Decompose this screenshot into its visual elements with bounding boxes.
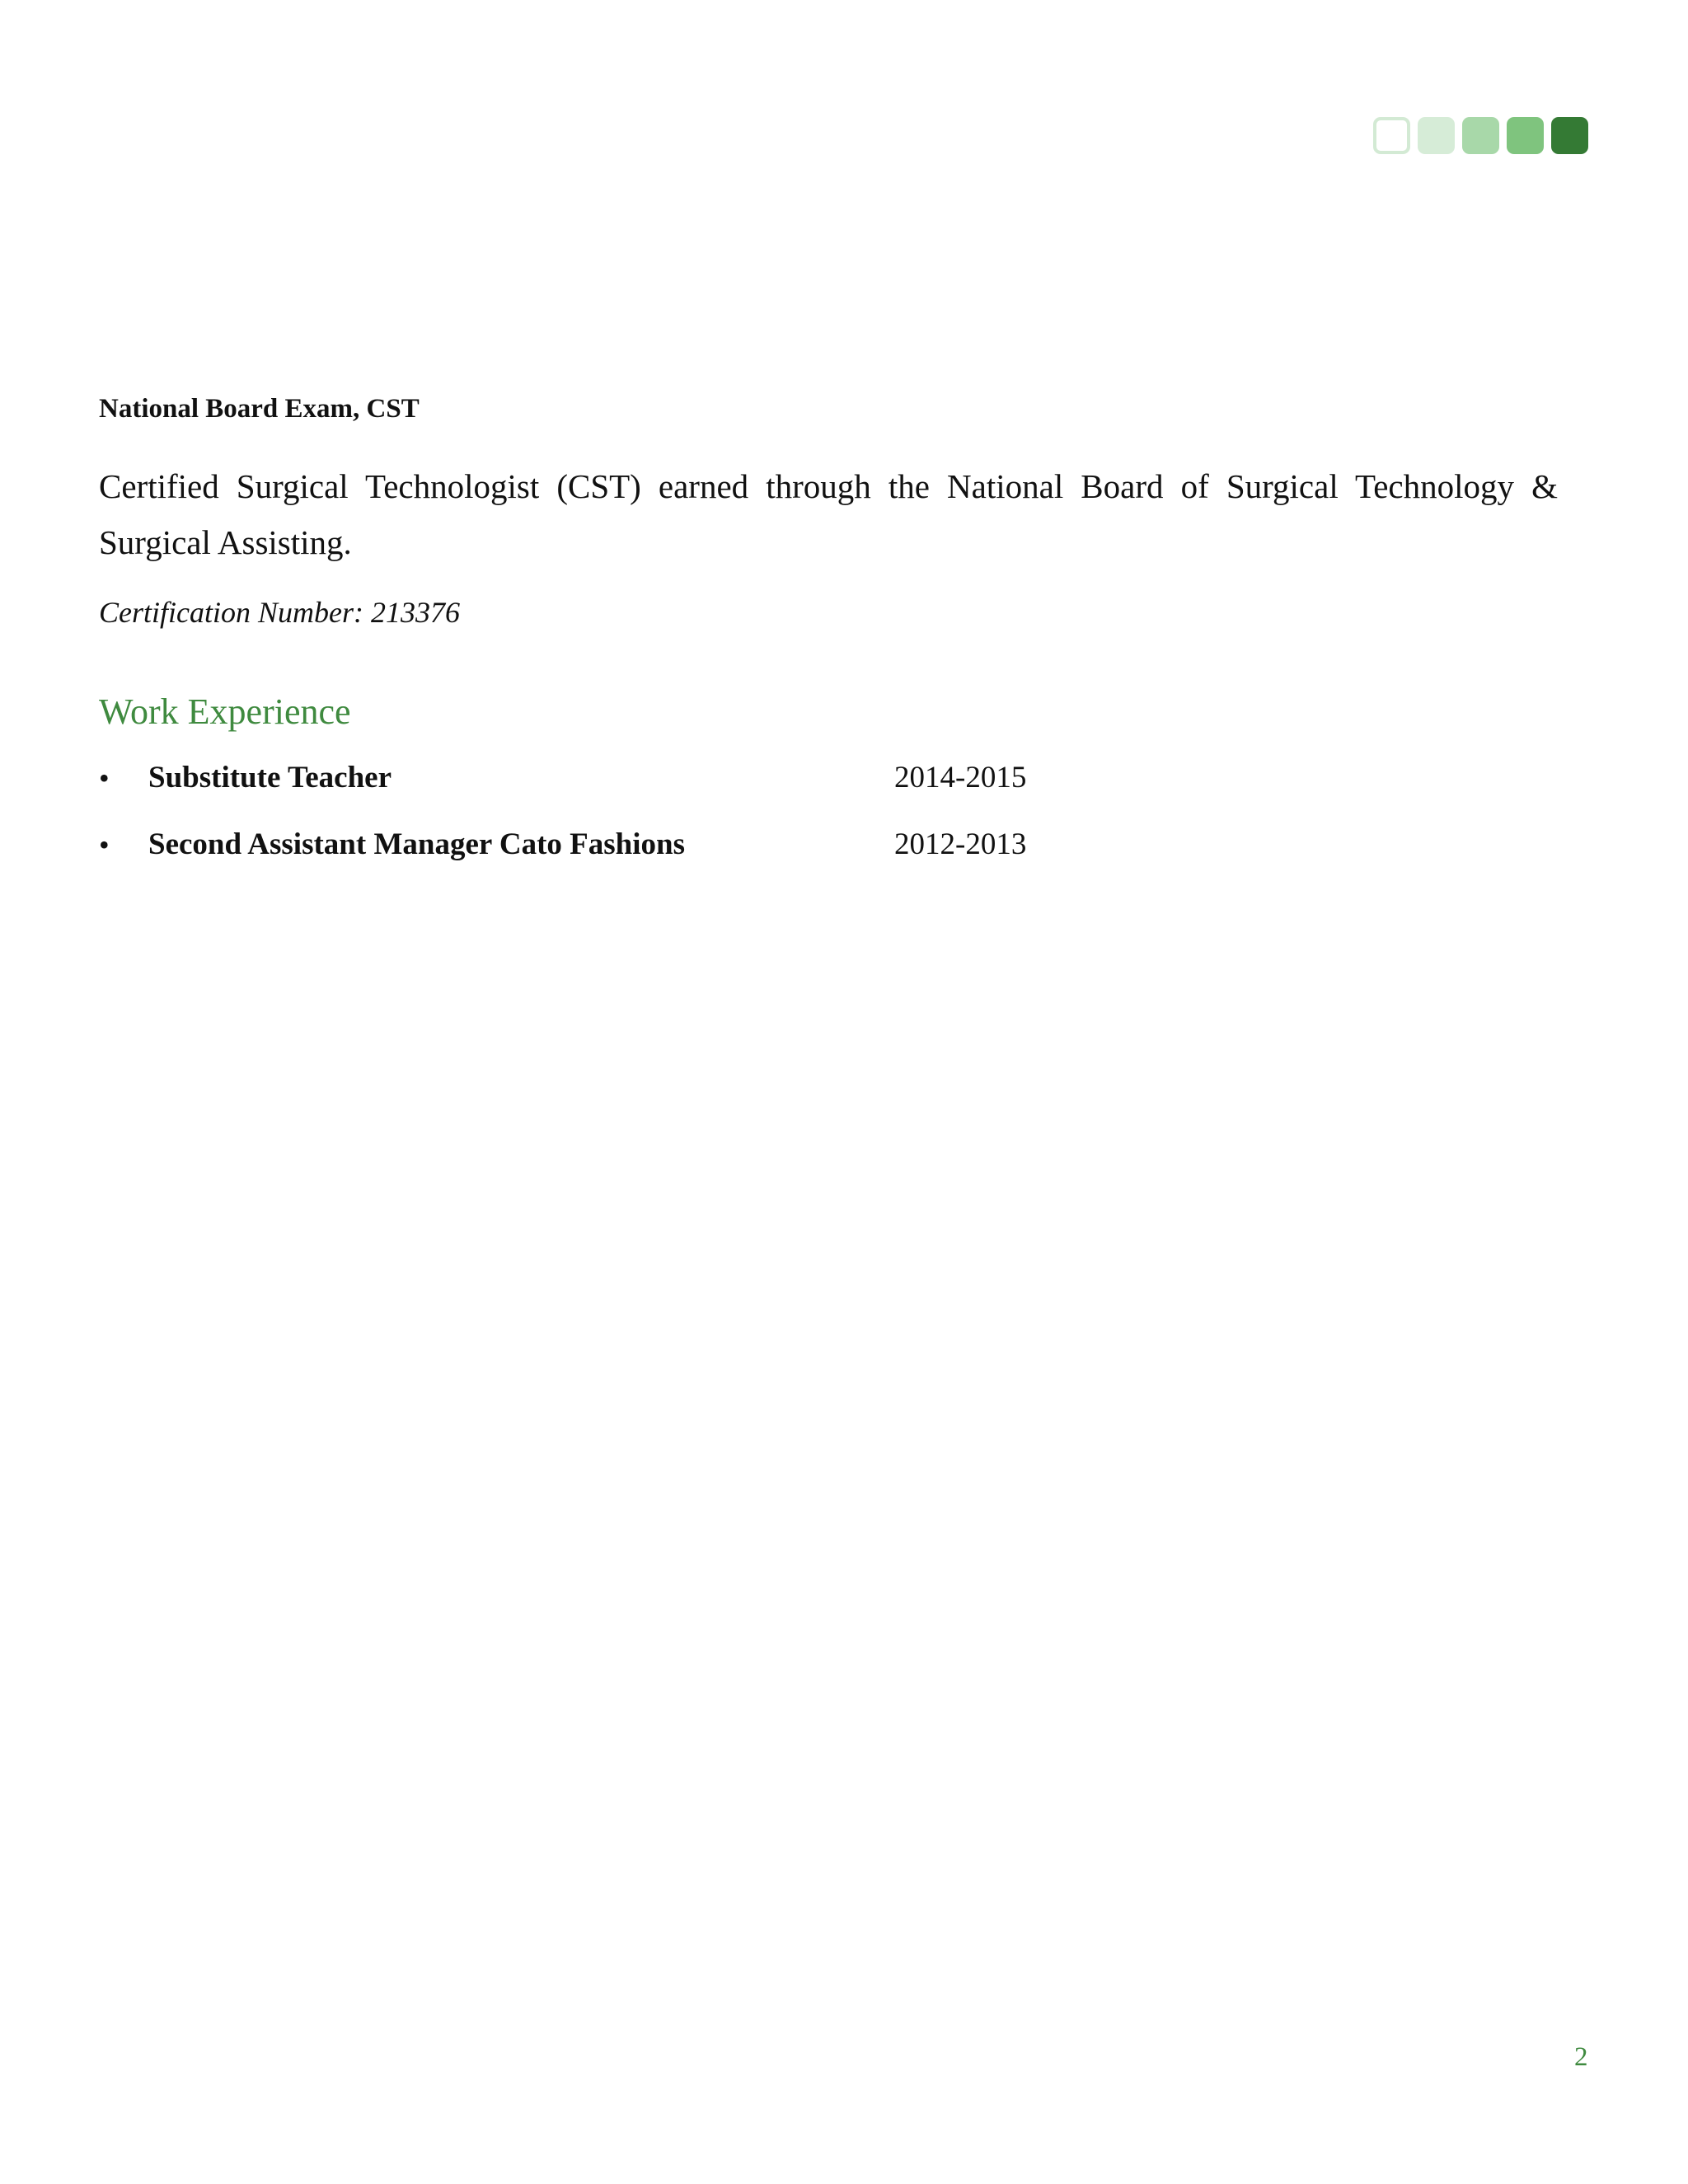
job-dates: 2014-2015	[894, 761, 1027, 794]
certification-number: Certification Number: 213376	[99, 596, 460, 629]
decorative-squares	[1373, 117, 1588, 154]
square-outline-icon	[1373, 117, 1410, 154]
list-item	[99, 825, 1253, 892]
job-title: Substitute Teacher	[148, 761, 392, 794]
page-number: 2	[1574, 2042, 1588, 2072]
work-experience-heading: Work Experience	[99, 691, 351, 732]
square-light-icon	[1418, 117, 1455, 154]
job-title: Second Assistant Manager Cato Fashions	[148, 827, 686, 861]
certification-heading: National Board Exam, CST	[99, 394, 420, 424]
certification-description: Certified Surgical Technologist (CST) earned through the National Board of Surgical Technology & Surgical Assisting.	[99, 467, 1558, 561]
square-dark-icon	[1551, 117, 1588, 154]
work-experience-list	[99, 758, 1253, 892]
square-medium-light-icon	[1462, 117, 1499, 154]
bullet-icon: •	[99, 762, 110, 794]
bullet-icon: •	[99, 828, 110, 861]
list-item	[99, 758, 1253, 825]
square-medium-icon	[1507, 117, 1544, 154]
job-dates: 2012-2013	[894, 827, 1027, 861]
